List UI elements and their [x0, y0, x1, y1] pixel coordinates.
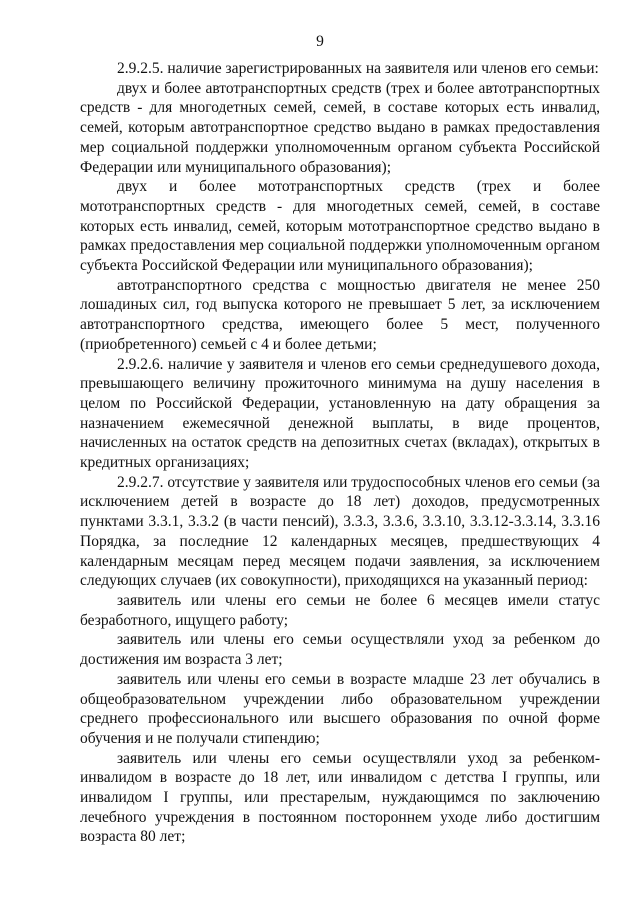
- paragraph-auto-vehicles: двух и более автотранспортных средств (трех и более автотранспортных средств - для многодетных семей, семей, в составе которых есть инвалид, семей, которым автотранспортное средство выдано в рамках предоставления мер социальной поддержки уполномоченным органом субъекта Российской Федерации или муниципального образования);: [80, 79, 600, 176]
- paragraph-engine-power: автотранспортного средства с мощностью двигателя не менее 250 лошадиных сил, год выпуска которого не превышает 5 лет, за исключением автотранспортного средства, имеющего более 5 мест, полученного (приобретенного) семьей с 4 и более детьми;: [80, 276, 600, 353]
- paragraph-disabled-care: заявитель или члены его семьи осуществляли уход за ребенком-инвалидом в возрасте до 18 лет, или инвалидом с детства I группы, или инвалидом I группы, или престарелым, нуждающимся по заключению лечебного учреждения в постоянном постороннем уходе либо достигшим возраста 80 лет;: [80, 749, 600, 846]
- paragraph-unemployed: заявитель или члены его семьи не более 6 месяцев имели статус безработного, ищущего работу;: [80, 591, 600, 629]
- paragraph-moto-vehicles: двух и более мототранспортных средств (трех и более мототранспортных средств - для многодетных семей, семей, в составе которых есть инвалид, семей, которым мототранспортное средство выдано в рамках предоставления мер социальной поддержки уполномоченным органом субъекта Российской Федерации или муниципального образования);: [80, 178, 600, 275]
- paragraph-students: заявитель или члены его семьи в возрасте младше 23 лет обучались в общеобразовательном учреждении либо образовательном учреждении среднего профессионального или высшего образования по очной форме обучения и не получали стипендию;: [80, 670, 600, 747]
- page-number: 9: [316, 33, 324, 50]
- paragraph-child-care: заявитель или члены его семьи осуществляли уход за ребенком до достижения им возраста 3 лет;: [80, 631, 600, 669]
- document-body: [80, 59, 600, 847]
- paragraph-2-9-2-5: 2.9.2.5. наличие зарегистрированных на заявителя или членов его семьи:: [117, 60, 599, 77]
- paragraph-2-9-2-6: 2.9.2.6. наличие у заявителя и членов его семьи среднедушевого дохода, превышающего величину прожиточного минимума на душу населения в целом по Российской Федерации, установленную на дату обращения за назначением ежемесячной денежной выплаты, в виде процентов, начисленных на остаток средств на депозитных счетах (вкладах), открытых в кредитных организациях;: [80, 355, 600, 472]
- paragraph-2-9-2-7: 2.9.2.7. отсутствие у заявителя или трудоспособных членов его семьи (за исключением детей в возрасте до 18 лет) доходов, предусмотренных пунктами 3.3.1, 3.3.2 (в части пенсий), 3.3.3, 3.3.6, 3.3.10, 3.3.12-3.3.14, 3.3.16 Порядка, за последние 12 календарных месяцев, предшествующих 4 календарным месяцам перед месяцем подачи заявления, за исключением следующих случаев (их совокупности), приходящихся на указанный период:: [80, 473, 601, 590]
